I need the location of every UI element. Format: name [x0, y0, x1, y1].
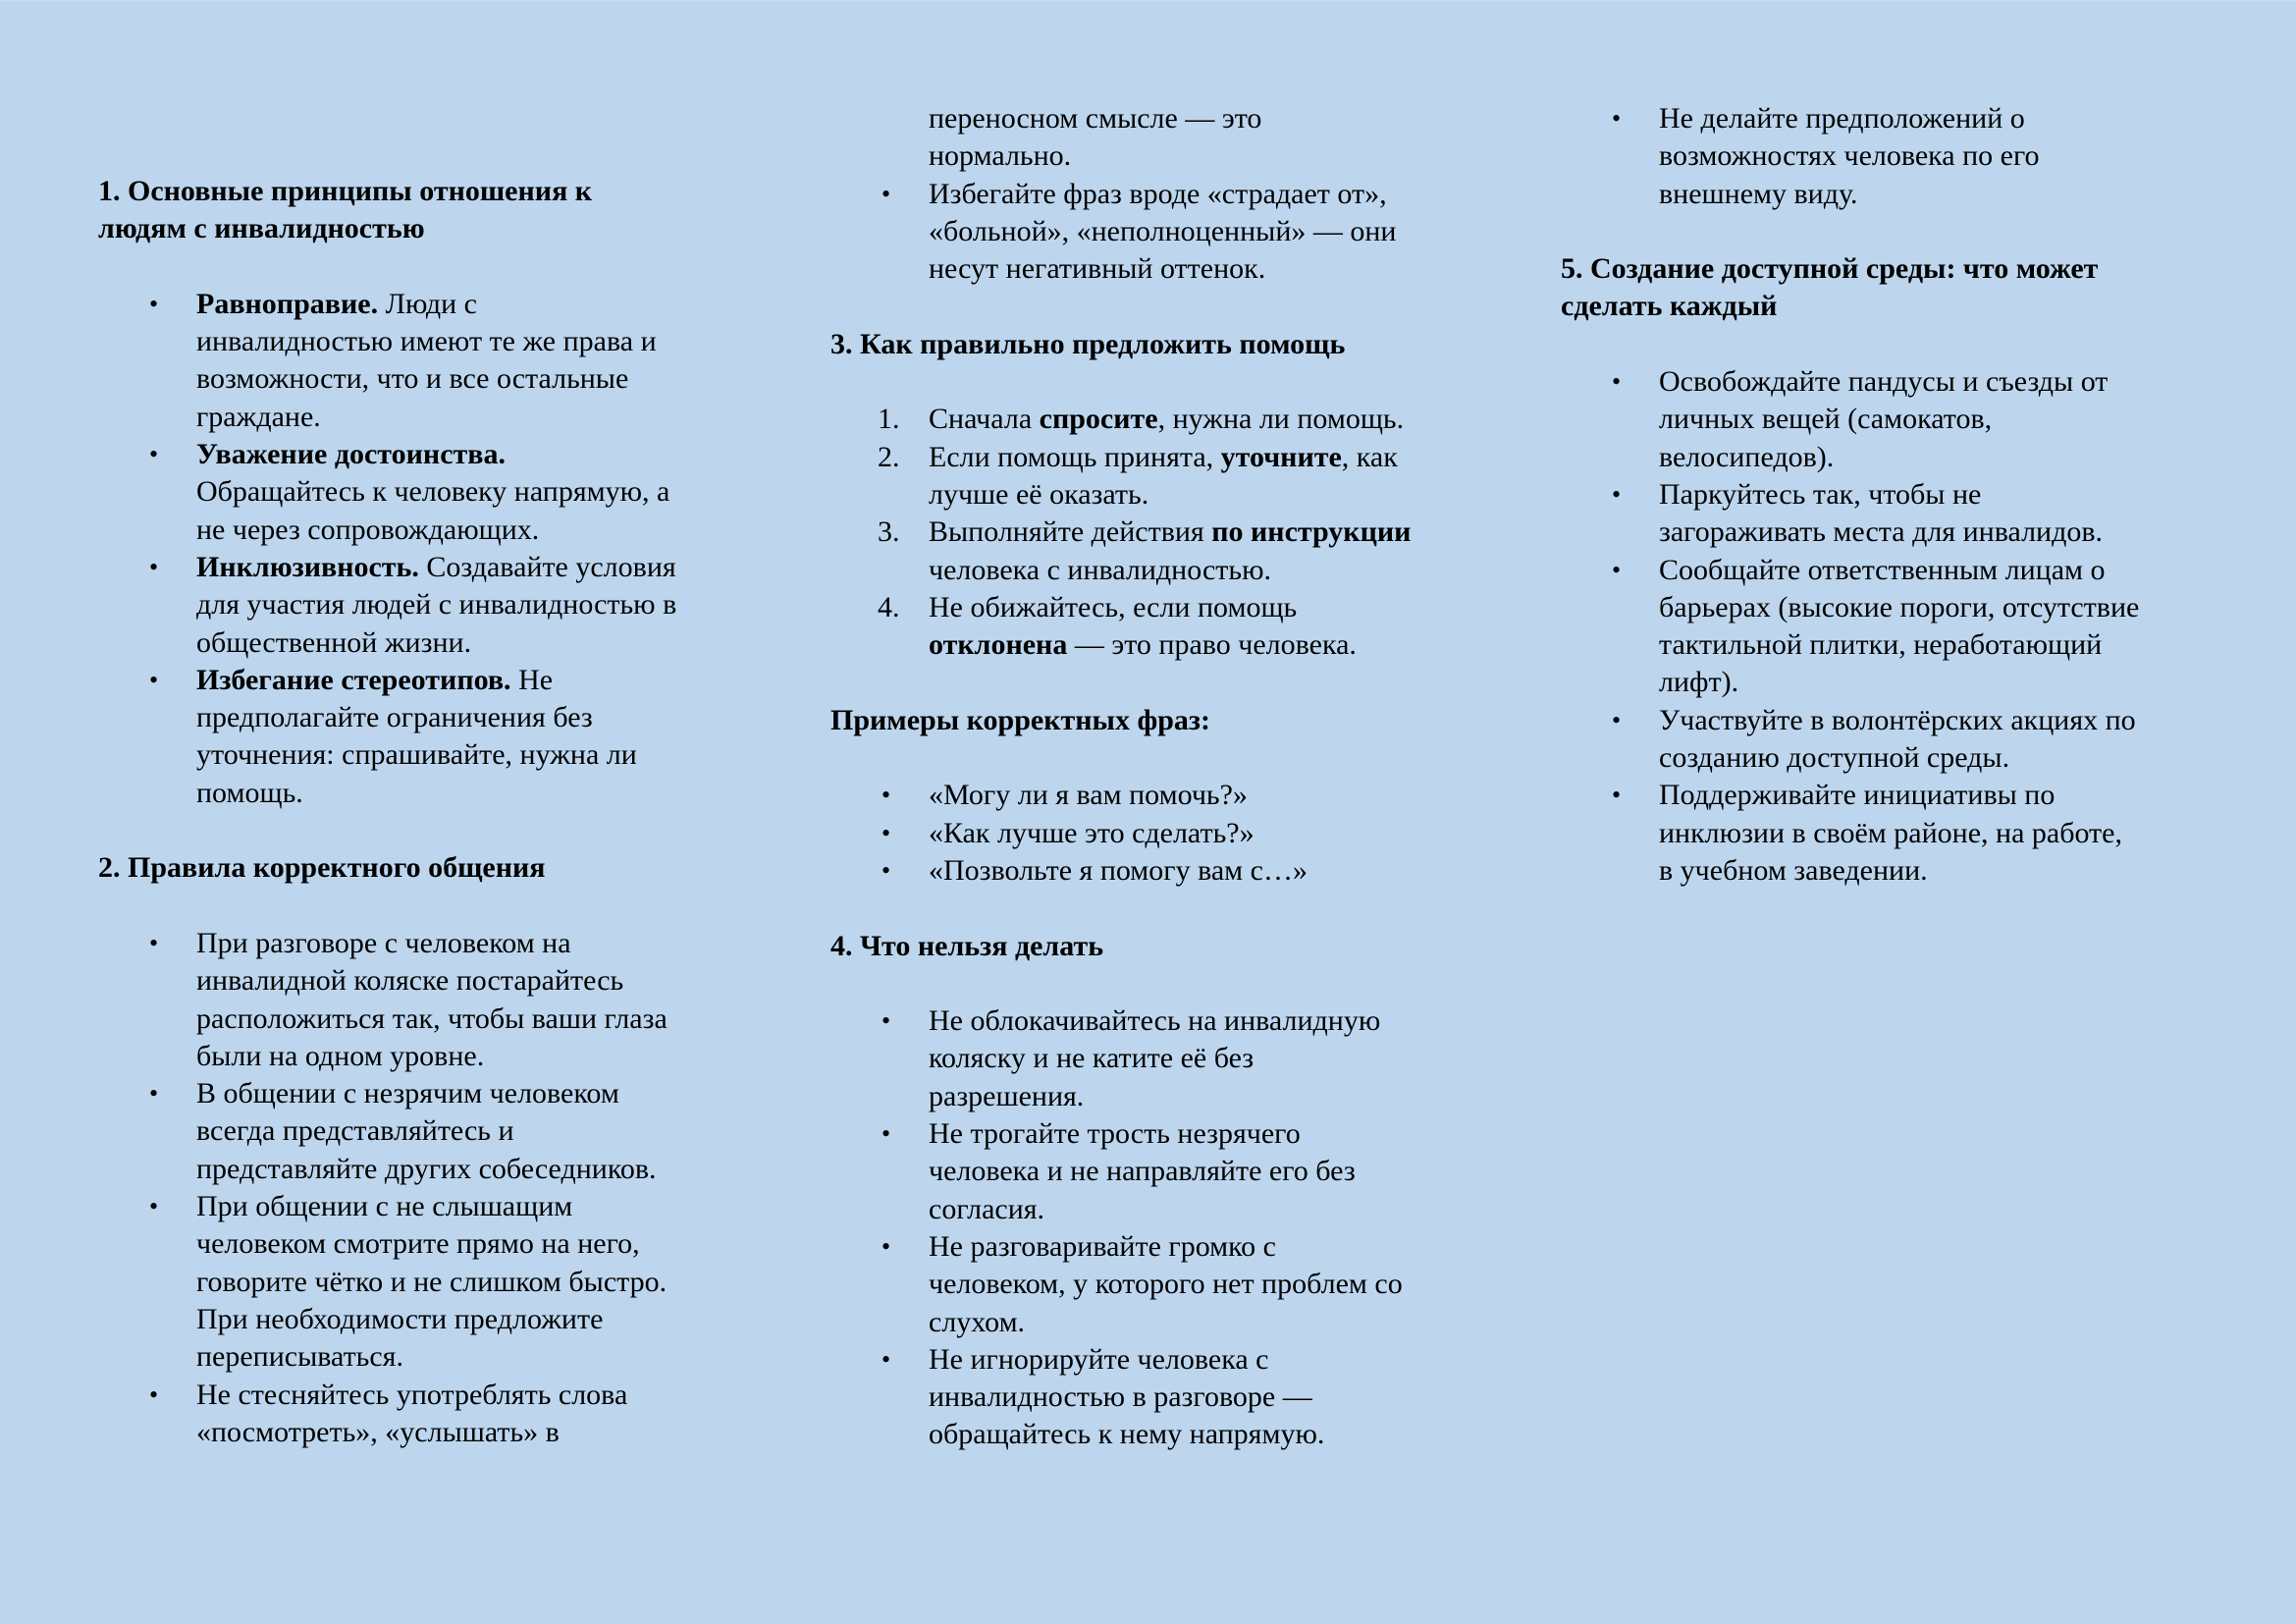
text-run: При необходимости предложите: [196, 1302, 604, 1335]
spacer: [98, 812, 746, 849]
text-run: Создавайте условия: [418, 550, 676, 583]
text-run: коляску и не катите её без: [929, 1042, 1255, 1075]
text-run: возможности, что и все остальные: [196, 362, 629, 396]
list-item-text: [929, 589, 1478, 665]
text-run: , как: [1341, 440, 1398, 473]
text-line: [196, 1112, 746, 1150]
bullet-list: [830, 777, 1478, 890]
text-run: тактильной плитки, неработающий: [1659, 628, 2103, 662]
text-run: Не обижайтесь, если помощь: [929, 590, 1298, 623]
spacer: [830, 664, 1478, 701]
spacer: [98, 888, 746, 925]
list-item-text: [929, 1341, 1478, 1454]
list-item: [1561, 552, 2209, 702]
list-item-text: [196, 925, 746, 1075]
text-line: [929, 1228, 1478, 1266]
text-run: Освобождайте пандусы и съезды от: [1659, 365, 2109, 399]
text-line: [929, 176, 1478, 213]
text-line: [929, 1379, 1478, 1416]
list-number: 4.: [878, 590, 900, 623]
text-line: [196, 1188, 746, 1225]
text-line: [929, 514, 1478, 551]
bullet-dot-icon: •: [149, 1079, 159, 1109]
bullet-dot-icon: •: [149, 1192, 159, 1221]
list-item: [830, 1115, 1478, 1228]
text-run: , нужна ли помощь.: [1157, 403, 1405, 436]
text-line: [196, 624, 746, 662]
text-line: [1659, 439, 2209, 476]
text-run: личных вещей (самокатов,: [1659, 403, 1993, 436]
text-line: [929, 1153, 1478, 1190]
text-run: помощь.: [196, 776, 303, 809]
text-line: [196, 399, 746, 436]
text-run: человеком смотрите прямо на него,: [196, 1227, 640, 1261]
text-line: [929, 552, 1478, 589]
list-item-text: [196, 1075, 746, 1188]
bold-text: спросите: [1039, 403, 1158, 436]
list-item-text: [196, 1188, 746, 1376]
list-item-text: [929, 777, 1478, 814]
text-line: [929, 589, 1478, 626]
text-line: [1659, 664, 2209, 701]
heading-line: сделать каждый: [1561, 290, 1778, 323]
list-item: [830, 1002, 1478, 1115]
text-run: предполагайте ограничения без: [196, 701, 593, 734]
list-item: [830, 1228, 1478, 1341]
spacer: [830, 288, 1478, 325]
list-item: [1561, 100, 2209, 213]
list-item: [1561, 777, 2209, 890]
spacer: [1561, 326, 2209, 363]
text-line: [1659, 702, 2209, 739]
bullet-list: [1561, 100, 2209, 213]
bullet-dot-icon: •: [881, 1006, 891, 1036]
list-item: [98, 436, 746, 549]
text-run: всегда представляйтесь и: [196, 1114, 514, 1148]
text-line: [1659, 176, 2209, 213]
bold-text: отклонена: [929, 628, 1068, 662]
list-item-text: [1659, 552, 2209, 702]
text-run: уточнения: спрашивайте, нужна ли: [196, 738, 637, 772]
spacer: [830, 890, 1478, 927]
text-run: «Как лучше это сделать?»: [929, 816, 1255, 849]
text-run: инвалидностью в разговоре —: [929, 1380, 1312, 1414]
list-item-text: [1659, 702, 2209, 778]
list-item: [830, 401, 1478, 438]
text-line: [196, 699, 746, 736]
text-line: [1659, 777, 2209, 814]
list-item: [830, 100, 1478, 176]
section-heading: [830, 702, 1478, 739]
text-run: слухом.: [929, 1305, 1026, 1338]
list-item-text: [196, 436, 746, 549]
text-run: инвалидностью имеют те же права и: [196, 325, 657, 358]
text-run: лучше её оказать.: [929, 477, 1149, 511]
bullet-dot-icon: •: [881, 781, 891, 810]
text-run: Выполняйте действия: [929, 515, 1212, 549]
list-item: [98, 1188, 746, 1376]
section-heading: [1561, 250, 2209, 326]
list-item-text: [196, 662, 746, 812]
section-heading: [98, 173, 746, 248]
bullet-dot-icon: •: [881, 1231, 891, 1261]
text-run: При разговоре с человеком на: [196, 926, 571, 959]
heading-line: 1. Основные принципы отношения к: [98, 175, 593, 207]
bullet-dot-icon: •: [881, 1344, 891, 1374]
text-run: В общении с незрячим человеком: [196, 1077, 619, 1110]
text-line: [196, 1377, 746, 1414]
text-run: Не облокачивайтесь на инвалидную: [929, 1004, 1381, 1038]
text-line: [929, 1078, 1478, 1115]
list-item: [98, 549, 746, 662]
column-1: [98, 173, 746, 1451]
spacer: [830, 739, 1478, 777]
text-line: [1659, 589, 2209, 626]
text-run: нормально.: [929, 139, 1072, 173]
text-line: [929, 1341, 1478, 1379]
list-item: [98, 286, 746, 436]
bullet-dot-icon: •: [1612, 705, 1622, 734]
bullet-list: [830, 176, 1478, 289]
text-line: [196, 1338, 746, 1376]
bold-text: Равноправие.: [196, 287, 379, 320]
spacer: [98, 248, 746, 286]
bold-text: уточните: [1220, 440, 1342, 473]
text-line: [1659, 739, 2209, 777]
section-heading: [830, 326, 1478, 363]
list-item: [830, 589, 1478, 665]
text-line: [196, 1038, 746, 1075]
text-line: [1659, 363, 2209, 401]
bullet-dot-icon: •: [1612, 104, 1622, 133]
text-run: «больной», «неполноценный» — они: [929, 214, 1397, 247]
text-run: загораживать места для инвалидов.: [1659, 515, 2104, 549]
text-line: [929, 100, 1478, 137]
text-line: [1659, 815, 2209, 852]
bullet-dot-icon: •: [881, 179, 891, 208]
text-line: [929, 137, 1478, 175]
text-line: [929, 401, 1478, 438]
text-line: [196, 549, 746, 586]
list-number: 2.: [878, 440, 900, 473]
text-run: «Могу ли я вам помочь?»: [929, 779, 1248, 812]
text-line: [196, 586, 746, 623]
list-item: [98, 1075, 746, 1188]
text-run: Поддерживайте инициативы по: [1659, 779, 2056, 812]
text-run: Сначала: [929, 403, 1040, 436]
column-3: [1561, 100, 2209, 890]
text-line: [929, 250, 1478, 288]
text-run: — это право человека.: [1067, 628, 1357, 662]
text-run: в учебном заведении.: [1659, 853, 1928, 887]
text-run: разрешения.: [929, 1079, 1085, 1112]
spacer: [1561, 213, 2209, 250]
text-line: [929, 852, 1478, 890]
text-line: [196, 1264, 746, 1301]
text-line: [929, 1002, 1478, 1040]
text-run: созданию доступной среды.: [1659, 741, 2010, 775]
list-number: 1.: [878, 403, 900, 436]
bullet-list: [830, 1002, 1478, 1454]
bold-text: Избегание стереотипов.: [196, 663, 511, 696]
bullet-dot-icon: •: [1612, 479, 1622, 509]
text-run: несут негативный оттенок.: [929, 252, 1266, 286]
list-number: 3.: [878, 515, 900, 549]
text-run: возможностях человека по его: [1659, 139, 2040, 173]
bullet-list: [98, 925, 746, 1451]
text-run: общественной жизни.: [196, 625, 472, 659]
list-item: [830, 777, 1478, 814]
list-item-text: [929, 1115, 1478, 1228]
list-item-text: [929, 815, 1478, 852]
heading-line: 4. Что нельзя делать: [830, 929, 1104, 962]
list-item-text: [929, 401, 1478, 438]
text-line: [929, 815, 1478, 852]
text-line: [929, 476, 1478, 514]
text-line: [1659, 514, 2209, 551]
text-run: велосипедов).: [1659, 440, 1835, 473]
text-run: барьерах (высокие пороги, отсутствие: [1659, 590, 2140, 623]
text-run: переписываться.: [196, 1340, 403, 1374]
list-item: [98, 662, 746, 812]
text-line: [929, 626, 1478, 664]
text-line: [1659, 137, 2209, 175]
text-line: [929, 1191, 1478, 1228]
list-item: [830, 439, 1478, 514]
bullet-dot-icon: •: [149, 665, 159, 694]
text-run: Не трогайте трость незрячего: [929, 1117, 1301, 1151]
text-line: [929, 1266, 1478, 1303]
text-run: Не стесняйтесь употреблять слова: [196, 1378, 628, 1411]
bullet-dot-icon: •: [149, 440, 159, 469]
list-item-text: [929, 100, 1478, 176]
text-line: [196, 473, 746, 511]
text-line: [196, 775, 746, 812]
bullet-dot-icon: •: [1612, 555, 1622, 584]
text-run: граждане.: [196, 400, 321, 433]
text-run: Не делайте предположений о: [1659, 102, 2025, 135]
bullet-list: [98, 286, 746, 812]
text-line: [196, 512, 746, 549]
heading-line: 3. Как правильно предложить помощь: [830, 327, 1346, 360]
text-run: Паркуйтесь так, чтобы не: [1659, 477, 1982, 511]
list-item-text: [929, 514, 1478, 589]
text-run: Участвуйте в волонтёрских акциях по: [1659, 703, 2136, 736]
text-run: говорите чётко и не слишком быстро.: [196, 1265, 667, 1298]
list-item-text: [929, 1002, 1478, 1115]
list-item-text: [196, 549, 746, 662]
list-item: [830, 852, 1478, 890]
text-line: [196, 286, 746, 323]
heading-line: людям с инвалидностью: [98, 212, 425, 245]
text-line: [1659, 552, 2209, 589]
list-item-text: [929, 852, 1478, 890]
bullet-dot-icon: •: [149, 1380, 159, 1409]
text-run: «посмотреть», «услышать» в: [196, 1415, 560, 1448]
text-line: [929, 1416, 1478, 1453]
text-line: [196, 1301, 746, 1338]
text-line: [929, 213, 1478, 250]
list-item: [830, 176, 1478, 289]
text-run: «Позвольте я помогу вам с…»: [929, 853, 1308, 887]
page-top-edge: [0, 0, 2296, 1]
spacer: [830, 965, 1478, 1002]
bold-text: Уважение достоинства.: [196, 438, 506, 471]
text-run: Обращайтесь к человеку напрямую, а: [196, 475, 670, 509]
text-line: [196, 962, 746, 1000]
bold-text: по инструкции: [1211, 515, 1412, 549]
list-item-text: [1659, 363, 2209, 476]
bullet-list: [1561, 363, 2209, 890]
spacer: [830, 363, 1478, 401]
list-item-text: [1659, 100, 2209, 213]
text-run: Не: [510, 663, 554, 696]
text-line: [196, 1225, 746, 1263]
bullet-list: [830, 100, 1478, 176]
heading-line: Примеры корректных фраз:: [830, 703, 1210, 736]
list-item: [830, 1341, 1478, 1454]
text-line: [196, 323, 746, 360]
text-run: человека и не направляйте его без: [929, 1155, 1356, 1188]
text-line: [196, 360, 746, 398]
list-item: [98, 1377, 746, 1452]
text-run: При общении с не слышащим: [196, 1190, 573, 1223]
bullet-dot-icon: •: [1612, 367, 1622, 397]
text-run: переносном смысле — это: [929, 102, 1262, 135]
bold-text: Инклюзивность.: [196, 550, 419, 583]
text-run: согласия.: [929, 1192, 1045, 1225]
text-line: [196, 925, 746, 962]
text-run: представляйте других собеседников.: [196, 1152, 657, 1185]
text-run: Не разговаривайте громко с: [929, 1229, 1276, 1263]
list-item-text: [1659, 777, 2209, 890]
text-line: [196, 1151, 746, 1188]
heading-line: 5. Создание доступной среды: что может: [1561, 252, 2099, 286]
list-item: [830, 514, 1478, 589]
text-run: человеком, у которого нет проблем со: [929, 1268, 1403, 1301]
text-line: [1659, 852, 2209, 890]
bullet-dot-icon: •: [149, 928, 159, 957]
text-line: [196, 1414, 746, 1451]
list-item-text: [1659, 476, 2209, 552]
list-item: [1561, 363, 2209, 476]
text-run: лифт).: [1659, 666, 1739, 699]
text-run: Если помощь принята,: [929, 440, 1221, 473]
text-run: не через сопровождающих.: [196, 513, 540, 546]
section-heading: [830, 928, 1478, 965]
text-line: [196, 1001, 746, 1038]
text-run: Избегайте фраз вроде «страдает от»,: [929, 177, 1387, 210]
list-item-text: [929, 176, 1478, 289]
text-run: инвалидной коляске постарайтесь: [196, 964, 624, 998]
bullet-dot-icon: •: [881, 818, 891, 847]
text-line: [929, 1115, 1478, 1153]
list-item-text: [929, 439, 1478, 514]
text-run: инклюзии в своём районе, на работе,: [1659, 816, 2122, 849]
text-line: [196, 436, 746, 473]
list-item-text: [196, 286, 746, 436]
text-line: [1659, 476, 2209, 514]
bullet-dot-icon: •: [1612, 781, 1622, 810]
bullet-dot-icon: •: [149, 552, 159, 581]
text-run: Люди с: [378, 287, 477, 320]
text-run: внешнему виду.: [1659, 177, 1858, 210]
list-item: [830, 815, 1478, 852]
list-item-text: [929, 1228, 1478, 1341]
list-item: [1561, 702, 2209, 778]
section-heading: [98, 849, 746, 887]
bullet-dot-icon: •: [881, 855, 891, 885]
text-run: были на одном уровне.: [196, 1039, 485, 1072]
text-run: Сообщайте ответственным лицам о: [1659, 553, 2106, 586]
bullet-dot-icon: •: [881, 1119, 891, 1149]
text-line: [929, 439, 1478, 476]
text-line: [1659, 100, 2209, 137]
list-item: [98, 925, 746, 1075]
bullet-dot-icon: •: [149, 289, 159, 318]
heading-line: 2. Правила корректного общения: [98, 851, 546, 885]
list-item: [1561, 476, 2209, 552]
text-line: [929, 777, 1478, 814]
text-run: для участия людей с инвалидностью в: [196, 588, 677, 622]
text-run: обращайтесь к нему напрямую.: [929, 1418, 1325, 1451]
numbered-list: [830, 401, 1478, 664]
text-line: [929, 1304, 1478, 1341]
text-line: [196, 1075, 746, 1112]
text-line: [196, 662, 746, 699]
text-line: [1659, 401, 2209, 438]
text-run: человека с инвалидностью.: [929, 553, 1271, 586]
text-run: расположиться так, чтобы ваши глаза: [196, 1001, 667, 1035]
text-run: Не игнорируйте человека с: [929, 1342, 1269, 1376]
text-line: [929, 1040, 1478, 1077]
column-2: [830, 100, 1478, 1454]
text-line: [196, 736, 746, 774]
list-item-text: [196, 1377, 746, 1452]
text-line: [1659, 626, 2209, 664]
